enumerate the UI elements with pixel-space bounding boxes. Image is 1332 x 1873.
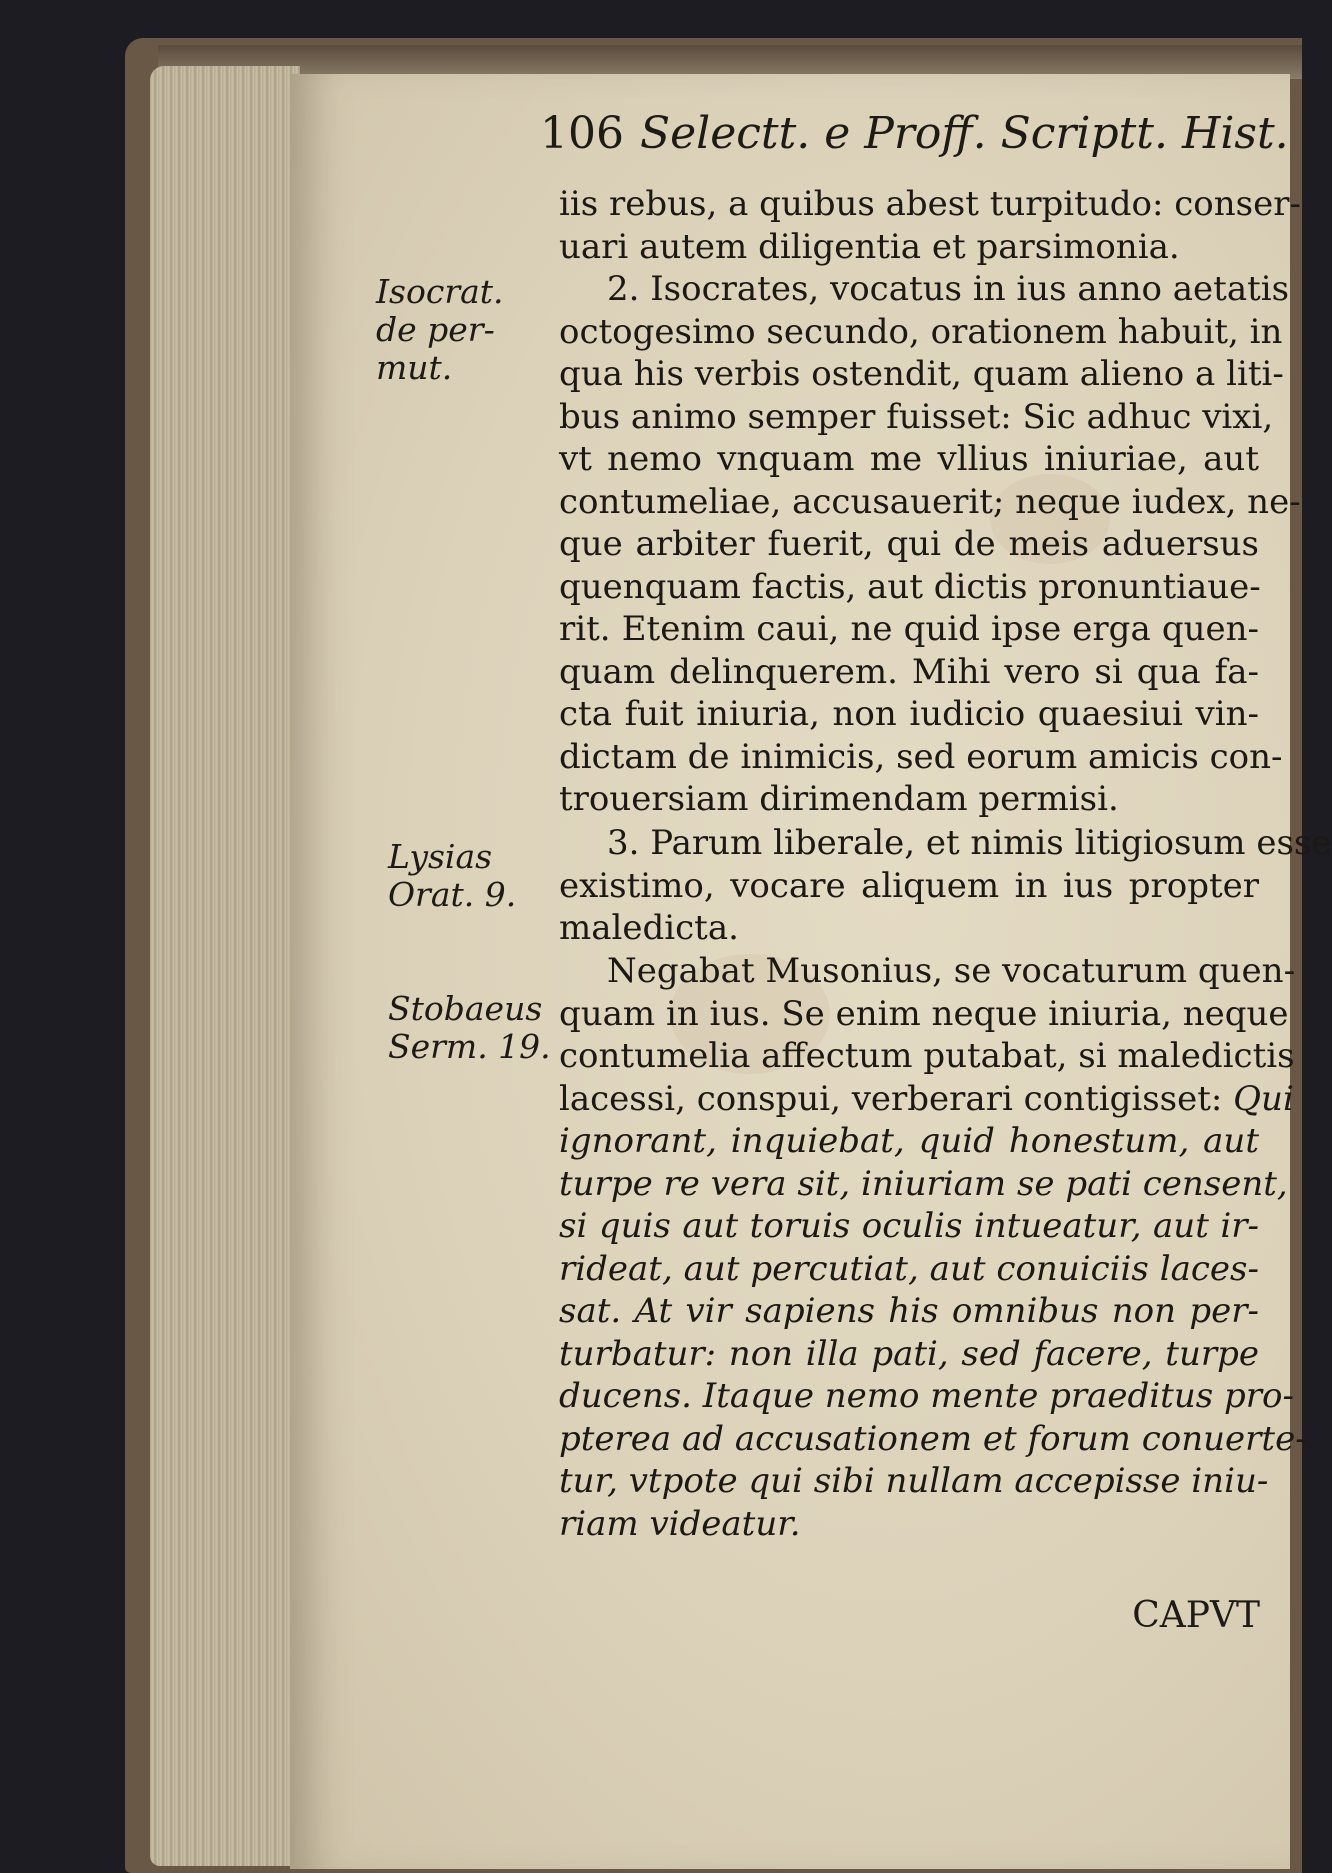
paragraph-3 bbox=[559, 822, 1332, 950]
paragraph-4 bbox=[559, 950, 1296, 1120]
text-line: riam videatur. bbox=[559, 1503, 801, 1544]
text-line: contumelia affectum putabat, si maledictis bbox=[559, 1036, 1295, 1076]
text-line: si quis aut toruis oculis intueatur, aut ir- bbox=[559, 1206, 1259, 1246]
text-line: tur, vtpote qui sibi nullam accepisse iniu- bbox=[559, 1461, 1269, 1501]
paragraph-2 bbox=[559, 268, 1301, 821]
text-line: quam delinquerem. Mihi vero si qua fa- bbox=[559, 651, 1259, 692]
text-line: turpe re vera sit, iniuriam se pati censent, bbox=[559, 1163, 1288, 1204]
paragraph-4-quote bbox=[559, 1120, 1307, 1545]
text-run-italic: Qui bbox=[1233, 1078, 1294, 1119]
margin-note-stobaeus: Stobaeus Serm. 19. bbox=[388, 989, 551, 1066]
text-line bbox=[559, 1078, 1294, 1121]
margin-note-isocrates: Isocrat. de per- mut. bbox=[376, 272, 504, 387]
text-line: iis rebus, a quibus abest turpitudo: conser- bbox=[559, 184, 1301, 224]
text-line: octogesimo secundo, orationem habuit, in bbox=[559, 311, 1283, 352]
text-line: dictam de inimicis, sed eorum amicis con- bbox=[559, 736, 1283, 777]
text-line: maledicta. bbox=[559, 908, 739, 948]
text-line: ducens. Itaque nemo mente praeditus pro- bbox=[559, 1376, 1294, 1416]
text-line: 2. Isocrates, vocatus in ius anno aetatis bbox=[607, 269, 1290, 309]
page-edges bbox=[150, 66, 300, 1866]
text-line: contumeliae, accusauerit; neque iudex, ne- bbox=[559, 481, 1301, 522]
margin-note-lysias: Lysias Orat. 9. bbox=[388, 837, 517, 914]
text-line: rit. Etenim caui, ne quid ipse erga quen- bbox=[559, 609, 1259, 649]
page-number: 106 bbox=[540, 108, 624, 159]
text-line: bus animo semper fuisset: Sic adhuc vixi, bbox=[559, 396, 1274, 437]
text-line: pterea ad accusationem et forum conuerte- bbox=[559, 1418, 1307, 1459]
text-line: que arbiter fuerit, qui de meis aduersus bbox=[559, 524, 1259, 564]
text-line: sat. At vir sapiens his omnibus non per- bbox=[559, 1291, 1259, 1331]
page-header bbox=[540, 108, 1289, 159]
catchword: CAPVT bbox=[1132, 1595, 1260, 1636]
text-line: turbatur: non illa pati, sed facere, turpe bbox=[559, 1333, 1259, 1374]
paragraph-1 bbox=[559, 183, 1301, 268]
text-line: vt nemo vnquam me vllius iniuriae, aut bbox=[559, 439, 1259, 479]
text-line: Negabat Musonius, se vocaturum quen- bbox=[607, 951, 1296, 991]
text-line: existimo, vocare aliquem in ius propter bbox=[559, 865, 1259, 906]
text-line: 3. Parum liberale, et nimis litigiosum esse bbox=[607, 823, 1332, 863]
text-line: qua his verbis ostendit, quam alieno a liti- bbox=[559, 354, 1284, 394]
text-run: lacessi, conspui, verberari contigisset: bbox=[559, 1078, 1223, 1119]
text-line: ignorant, inquiebat, quid honestum, aut bbox=[559, 1121, 1259, 1161]
text-line: uari autem diligentia et parsimonia. bbox=[559, 226, 1180, 267]
text-line: rideat, aut percutiat, aut conuiciis laces- bbox=[559, 1248, 1259, 1289]
text-line: trouersiam dirimendam permisi. bbox=[559, 779, 1119, 819]
running-title: Selectt. e Proff. Scriptt. Hist. bbox=[640, 108, 1289, 159]
text-line: cta fuit iniuria, non iudicio quaesiui vin- bbox=[559, 694, 1259, 734]
text-line: quam in ius. Se enim neque iniuria, neque bbox=[559, 993, 1289, 1034]
text-line: quenquam factis, aut dictis pronuntiaue- bbox=[559, 566, 1261, 607]
